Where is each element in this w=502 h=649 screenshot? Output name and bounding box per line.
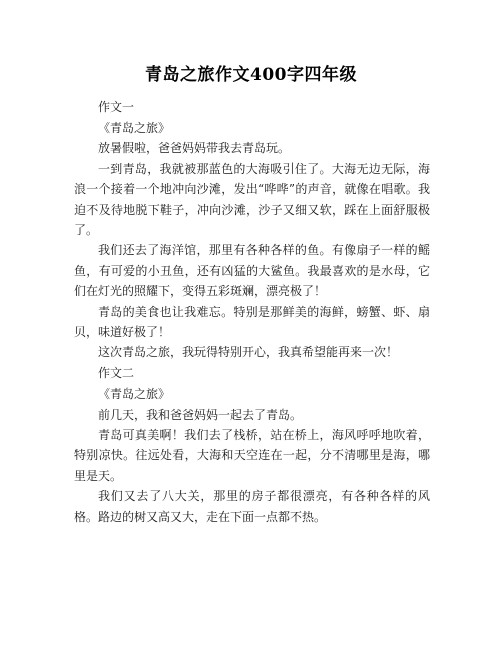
paragraph: 我们又去了八大关，那里的房子都很漂亮，有各种各样的风格。路边的树又高又大，走在下面一点都不热。 — [74, 489, 430, 524]
essay-two-title: 《青岛之旅》 — [98, 386, 171, 401]
essay-two-heading: 作文二 — [98, 366, 135, 381]
paragraph: 青岛的美食也让我难忘。特别是那鲜美的海鲜，螃蟹、虾、扇贝，味道好极了！ — [74, 304, 430, 339]
paragraph: 青岛可真美啊！我们去了栈桥，站在桥上，海风呼呼地吹着，特别凉快。往远处看，大海和天空连在一起，分不清哪里是海，哪里是天。 — [74, 428, 430, 483]
paragraph: 我们还去了海洋馆，那里有各种各样的鱼。有像扇子一样的鳐鱼，有可爱的小丑鱼，还有凶猛的大鲨鱼。我最喜欢的是水母，它们在灯光的照耀下，变得五彩斑斓，漂亮极了！ — [74, 243, 430, 298]
essay-one-heading: 作文一 — [98, 100, 135, 114]
essay-one-title: 《青岛之旅》 — [98, 120, 171, 135]
paragraph: 前几天，我和爸爸妈妈一起去了青岛。 — [98, 407, 303, 422]
paragraph: 这次青岛之旅，我玩得特别开心，我真希望能再来一次！ — [98, 345, 399, 360]
document-body — [74, 97, 430, 527]
paragraph: 一到青岛，我就被那蓝色的大海吸引住了。大海无边无际，海浪一个接着一个地冲向沙滩，发出“哗哗”的声音，就像在唱歌。我迫不及待地脱下鞋子，冲向沙滩，沙子又细又软，踩在上面舒服极了。 — [74, 162, 430, 237]
document-title: 青岛之旅作文400字四年级 — [145, 65, 357, 85]
paragraph: 放暑假啦，爸爸妈妈带我去青岛玩。 — [98, 141, 291, 156]
